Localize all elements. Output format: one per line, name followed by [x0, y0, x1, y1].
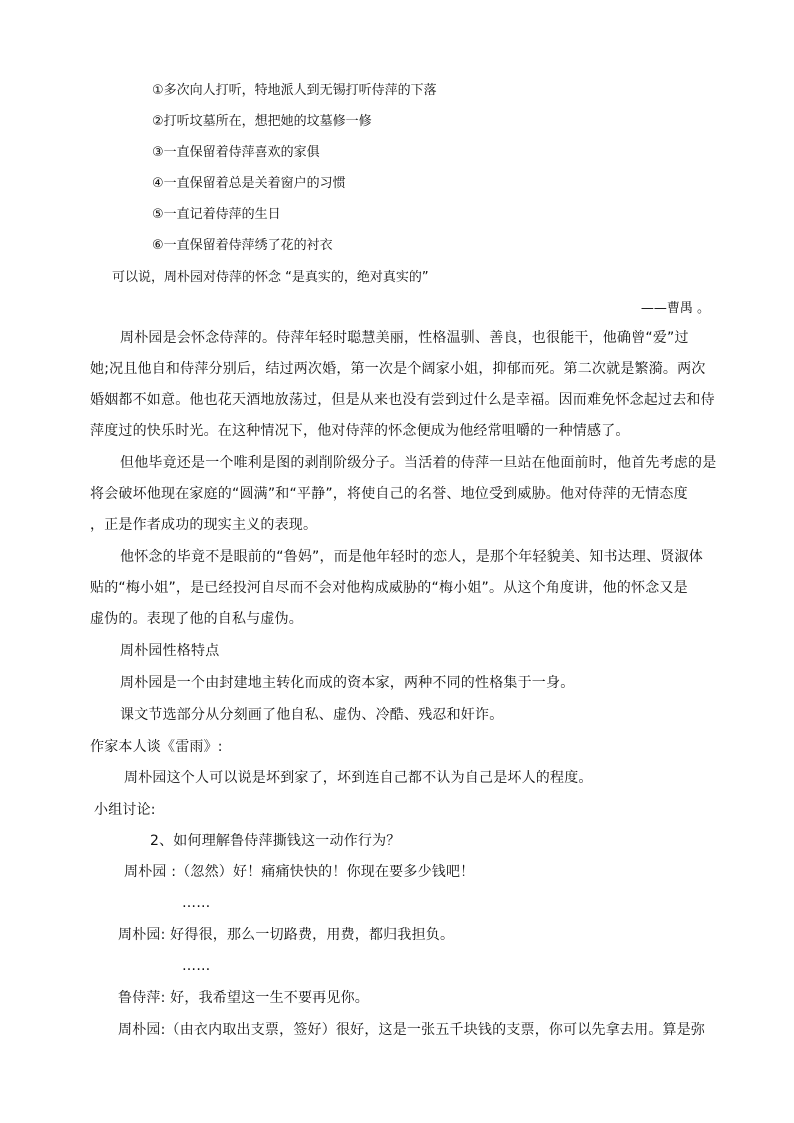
- paragraph-line: 但他毕竟还是一个唯利是图的剥削阶级分子。当活着的侍萍一旦站在他面前时，他首先考虑的是: [120, 455, 717, 471]
- dialogue-line: 周朴园 :（忽然）好！痛痛快快的！你现在要多少钱吧！: [124, 864, 475, 880]
- paragraph-line: 虚伪的。表现了他的自私与虚伪。: [90, 611, 303, 627]
- list-item: ④一直保留着总是关着窗户的习惯: [152, 176, 346, 191]
- paragraph-line: ，正是作者成功的现实主义的表现。: [90, 517, 318, 533]
- list-item: ③一直保留着侍萍喜欢的家俱: [152, 145, 320, 160]
- dialogue-line: 周朴园: 好得很，那么一切路费，用费，都归我担负。: [118, 927, 455, 943]
- ellipsis: ……: [182, 895, 211, 911]
- paragraph-line: 萍度过的快乐时光。在这种情况下，他对侍萍的怀念便成为他经常咀嚼的一种情感了。: [90, 423, 630, 439]
- paragraph-line: 周朴园是一个由封建地主转化而成的资本家，两种不同的性格集于一身。: [120, 675, 575, 691]
- paragraph-line: 课文节选部分从分刻画了他自私、虚伪、冷酷、残忍和奸诈。: [120, 707, 504, 723]
- ellipsis: ……: [182, 958, 211, 974]
- section-heading: 小组讨论:: [94, 802, 156, 818]
- list-item: ⑥一直保留着侍萍绣了花的衬衣: [152, 238, 333, 253]
- paragraph-line: 将会破坏他现在家庭的“圆满”和“平静”，将使自己的名誉、地位受到威胁。他对侍萍的无情态度: [90, 486, 688, 502]
- paragraph-line: 周朴园是会怀念侍萍的。侍萍年轻时聪慧美丽，性格温驯、善良，也很能干，他确曾“爱”过: [120, 330, 689, 346]
- quote-line: 可以说，周朴园对侍萍的怀念 “是真实的，绝对真实的”: [112, 270, 429, 285]
- paragraph-line: 婚姻都不如意。他也花天酒地放荡过，但是从来也没有尝到过什么是幸福。因而难免怀念起过去和侍: [90, 392, 715, 408]
- quote-source: ——曹禺 。: [640, 301, 710, 316]
- paragraph-line: 贴的“梅小姐”，是已经投河自尽而不会对他构成威胁的“梅小姐”。从这个角度讲，他的怀念又是: [90, 580, 688, 596]
- section-heading: 作家本人谈《雷雨》:: [90, 739, 223, 755]
- author-quote: 周朴园这个人可以说是坏到家了，坏到连自己都不认为自己是坏人的程度。: [124, 770, 593, 786]
- list-item: ②打听坟墓所在，想把她的坟墓修一修: [152, 114, 372, 129]
- dialogue-line: 周朴园:（由衣内取出支票，签好）很好，这是一张五千块钱的支票，你可以先拿去用。算是弥: [118, 1022, 706, 1038]
- paragraph-line: 她;况且他自和侍萍分别后，结过两次婚，第一次是个阔家小姐，抑郁而死。第二次就是繁漪。两次: [90, 361, 706, 377]
- list-item: ①多次向人打听，特地派人到无锡打听侍萍的下落: [152, 83, 437, 98]
- list-item: ⑤一直记着侍萍的生日: [152, 207, 281, 222]
- paragraph-line: 他怀念的毕竟不是眼前的“鲁妈”，而是他年轻时的恋人，是那个年轻貌美、知书达理、贤淑体: [120, 549, 703, 565]
- question: 2、如何理解鲁侍萍撕钱这一动作行为？: [150, 833, 401, 849]
- section-heading: 周朴园性格特点: [120, 643, 220, 659]
- dialogue-line: 鲁侍萍: 好，我希望这一生不要再见你。: [118, 990, 369, 1006]
